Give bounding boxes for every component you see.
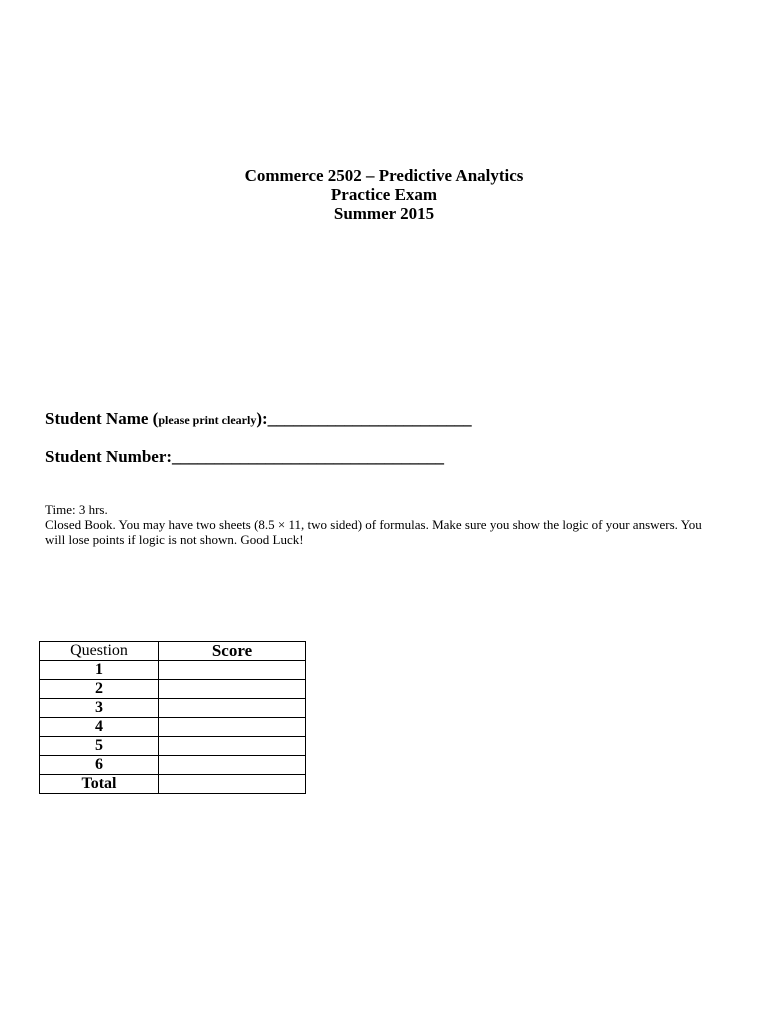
table-row: [40, 680, 306, 699]
table-row: [40, 661, 306, 680]
table-row: [40, 699, 306, 718]
question-cell: 4: [40, 718, 159, 737]
total-score-cell[interactable]: [159, 775, 306, 794]
score-cell[interactable]: [159, 756, 306, 775]
score-cell[interactable]: [159, 718, 306, 737]
exam-term: Summer 2015: [333, 204, 435, 223]
course-title: Commerce 2502 – Predictive Analytics: [244, 166, 524, 185]
score-cell[interactable]: [159, 699, 306, 718]
table-total-row: [40, 775, 306, 794]
table-row: [40, 756, 306, 775]
student-name-field[interactable]: [45, 409, 472, 429]
question-cell: 3: [40, 699, 159, 718]
student-name-line: ):________________________: [256, 409, 472, 428]
question-cell: 6: [40, 756, 159, 775]
time-limit: Time: 3 hrs.: [45, 502, 108, 517]
student-name-note: please print clearly: [158, 413, 257, 427]
exam-title: [0, 166, 768, 223]
student-name-label: Student Name (: [45, 409, 159, 428]
total-label-cell: Total: [40, 775, 159, 794]
table-row: [40, 718, 306, 737]
question-cell: 2: [40, 680, 159, 699]
exam-type: Practice Exam: [330, 185, 438, 204]
instruction-details: Closed Book. You may have two sheets (8.5 × 11, two sided) of formulas. Make sure you show the logic of your answers. You will lose points if logic is not shown. Good Luck!: [45, 517, 702, 547]
question-header: Question: [40, 642, 159, 661]
score-header: Score: [159, 642, 306, 661]
table-header-row: [40, 642, 306, 661]
question-cell: 5: [40, 737, 159, 756]
table-row: [40, 737, 306, 756]
score-cell[interactable]: [159, 737, 306, 756]
exam-instructions: [45, 502, 725, 547]
question-cell: 1: [40, 661, 159, 680]
score-cell[interactable]: [159, 661, 306, 680]
student-number-label: Student Number:________________________________: [45, 447, 445, 466]
student-number-field[interactable]: [45, 447, 444, 467]
score-table: [39, 641, 306, 794]
score-cell[interactable]: [159, 680, 306, 699]
